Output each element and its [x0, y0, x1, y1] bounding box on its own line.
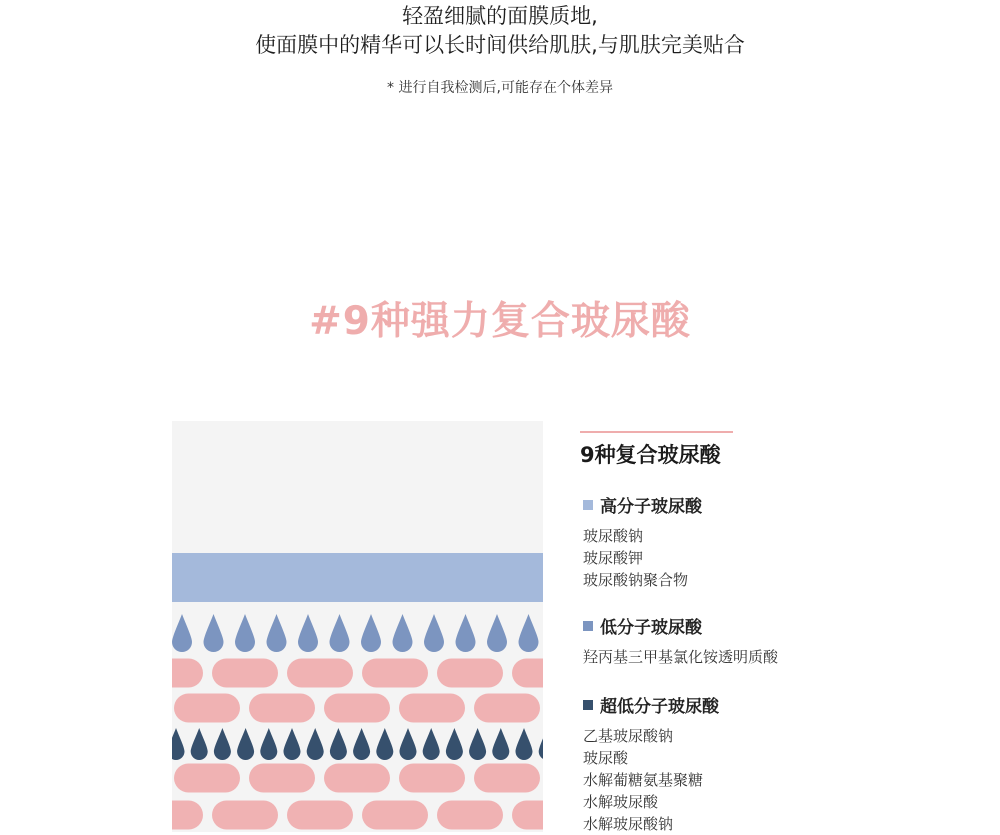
- pill-shape: [362, 801, 428, 830]
- water-drop-icon: [487, 614, 507, 652]
- hyaluronic-layers-illustration: [172, 421, 543, 832]
- pill-shape: [512, 659, 543, 688]
- water-drop-icon: [298, 614, 318, 652]
- water-drop-icon: [172, 614, 192, 652]
- pill-shape: [512, 801, 543, 830]
- pill-shape: [324, 764, 390, 793]
- water-drop-icon: [307, 728, 324, 760]
- water-drop-icon: [516, 728, 533, 760]
- water-drop-icon: [424, 614, 444, 652]
- water-drop-icon: [330, 614, 350, 652]
- ingredient-item: 玻尿酸: [583, 749, 629, 767]
- pill-shape: [174, 764, 240, 793]
- water-drop-icon: [267, 614, 287, 652]
- swatch-square-icon: [583, 700, 593, 710]
- water-drop-icon: [400, 728, 417, 760]
- pill-shape: [474, 764, 540, 793]
- panel-rule: [580, 431, 733, 433]
- ingredient-item: 玻尿酸钾: [583, 549, 644, 567]
- water-drop-icon: [492, 728, 509, 760]
- water-drop-icon: [204, 614, 224, 652]
- pill-shape: [212, 801, 278, 830]
- group-ultra-low-molecular: [580, 692, 980, 835]
- water-drop-icon: [330, 728, 347, 760]
- group-label: 超低分子玻尿酸: [600, 697, 719, 717]
- ingredient-panel: [580, 431, 980, 835]
- pill-shape: [474, 694, 540, 723]
- water-drop-icon: [235, 614, 255, 652]
- pill-shape: [399, 764, 465, 793]
- layers-graphic: [172, 421, 543, 832]
- water-drop-icon: [456, 614, 476, 652]
- group-label: 高分子玻尿酸: [600, 497, 702, 517]
- pill-shape: [174, 694, 240, 723]
- ingredient-item: 乙基玻尿酸钠: [583, 727, 674, 745]
- section-title: #9种强力复合玻尿酸: [309, 299, 691, 344]
- pill-shape: [437, 801, 503, 830]
- pill-shape: [324, 694, 390, 723]
- ingredient-item: 水解玻尿酸钠: [583, 815, 674, 833]
- group-high-molecular: [580, 492, 980, 591]
- ingredient-item: 玻尿酸钠聚合物: [583, 571, 689, 589]
- ingredient-item: 羟丙基三甲基氯化铵透明质酸: [583, 648, 779, 666]
- water-drop-icon: [539, 728, 543, 760]
- pill-shape: [172, 801, 203, 830]
- intro-text: [0, 2, 1000, 97]
- water-drop-icon: [172, 728, 185, 760]
- water-drop-icon: [353, 728, 370, 760]
- water-drop-icon: [237, 728, 254, 760]
- pill-shape: [212, 659, 278, 688]
- water-drop-icon: [191, 728, 208, 760]
- swatch-square-icon: [583, 621, 593, 631]
- water-drop-icon: [284, 728, 301, 760]
- water-drop-icon: [361, 614, 381, 652]
- panel-heading: 9种复合玻尿酸: [580, 443, 721, 467]
- water-drop-icon: [376, 728, 393, 760]
- water-drop-icon: [446, 728, 463, 760]
- pill-shape: [399, 694, 465, 723]
- intro-disclaimer: * 进行自我检测后,可能存在个体差异: [387, 80, 613, 96]
- pill-shape: [287, 659, 353, 688]
- water-drop-icon: [519, 614, 539, 652]
- ingredient-item: 水解玻尿酸: [583, 793, 659, 811]
- pill-shape: [249, 764, 315, 793]
- group-low-molecular: [580, 613, 980, 668]
- water-drop-icon: [260, 728, 277, 760]
- pill-shape: [249, 694, 315, 723]
- pill-shape: [362, 659, 428, 688]
- pill-shape: [172, 659, 203, 688]
- water-drop-icon: [423, 728, 440, 760]
- pill-shape: [287, 801, 353, 830]
- intro-line-2: 使面膜中的精华可以长时间供给肌肤,与肌肤完美贴合: [255, 33, 745, 57]
- pill-shape: [437, 659, 503, 688]
- intro-line-1: 轻盈细腻的面膜质地,: [402, 4, 598, 28]
- group-label: 低分子玻尿酸: [600, 618, 702, 638]
- water-drop-icon: [469, 728, 486, 760]
- ingredient-item: 玻尿酸钠: [583, 527, 644, 545]
- blue-band: [172, 553, 543, 602]
- water-drop-icon: [393, 614, 413, 652]
- ingredient-item: 水解葡糖氨基聚糖: [583, 771, 704, 789]
- water-drop-icon: [214, 728, 231, 760]
- swatch-square-icon: [583, 500, 593, 510]
